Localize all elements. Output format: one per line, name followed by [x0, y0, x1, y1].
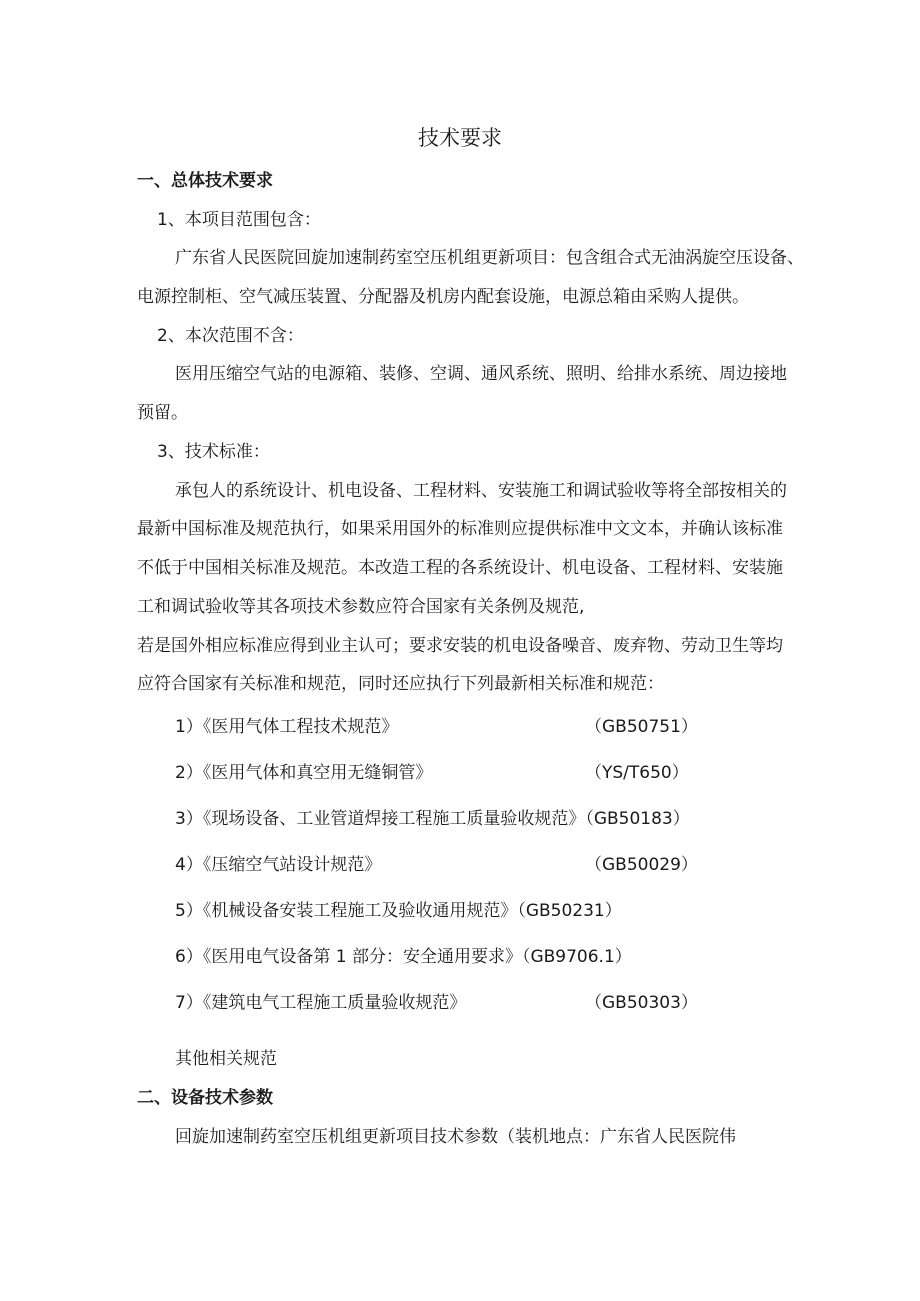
standard-name: 6）《医用电气设备第 1 部分：安全通用要求》 — [175, 947, 522, 967]
item-1-line: 电源控制柜、空气减压装置、分配器及机房内配套设施，电源总箱由采购人提供。 — [137, 287, 749, 307]
standard-code: （YS/T650） — [585, 763, 689, 783]
section-1-heading: 一、总体技术要求 — [137, 171, 273, 191]
item-1-line: 广东省人民医院回旋加速制药室空压机组更新项目：包含组合式无油涡旋空压设备、 — [175, 248, 804, 268]
item-3-line: 承包人的系统设计、机电设备、工程材料、安装施工和调试验收等将全部按相关的 — [175, 481, 787, 501]
item-3-line: 应符合国家有关标准和规范，同时还应执行下列最新相关标准和规范： — [137, 674, 664, 694]
item-2-label: 2、本次范围不含： — [157, 326, 304, 346]
standard-code: （GB50183） — [585, 809, 690, 829]
standard-item — [175, 850, 735, 875]
item-3-line: 不低于中国相关标准及规范。本改造工程的各系统设计、机电设备、工程材料、安装施 — [137, 558, 783, 578]
document-title: 技术要求 — [418, 126, 502, 150]
standard-item — [175, 804, 735, 829]
standard-code: （GB9706.1） — [521, 947, 632, 967]
standard-item — [175, 988, 735, 1013]
standard-code: （GB50303） — [585, 993, 698, 1013]
standard-code: （GB50231） — [517, 901, 622, 921]
standard-code: （GB50751） — [585, 717, 698, 737]
standard-item — [175, 942, 735, 967]
standard-code: （GB50029） — [585, 855, 698, 875]
standard-name: 7）《建筑电气工程施工质量验收规范》 — [175, 993, 467, 1013]
item-2-line: 医用压缩空气站的电源箱、装修、空调、通风系统、照明、给排水系统、周边接地 — [175, 364, 787, 384]
item-3-line: 工和调试验收等其各项技术参数应符合国家有关条例及规范, — [137, 597, 585, 617]
standard-item — [175, 758, 735, 783]
standard-item — [175, 896, 735, 921]
standard-item — [175, 712, 735, 737]
item-3-line: 最新中国标准及规范执行，如果采用国外的标准则应提供标准中文文本，并确认该标准 — [137, 519, 783, 539]
standard-name: 5）《机械设备安装工程施工及验收通用规范》 — [175, 901, 518, 921]
other-standards: 其他相关规范 — [175, 1049, 277, 1069]
section-2-line: 回旋加速制药室空压机组更新项目技术参数（装机地点：广东省人民医院伟 — [175, 1127, 736, 1147]
standard-name: 1）《医用气体工程技术规范》 — [175, 717, 399, 737]
standard-name: 2）《医用气体和真空用无缝铜管》 — [175, 763, 433, 783]
item-3-label: 3、技术标准： — [157, 442, 270, 462]
standard-name: 4）《压缩空气站设计规范》 — [175, 855, 382, 875]
standard-name: 3）《现场设备、工业管道焊接工程施工质量验收规范》 — [175, 809, 586, 829]
item-3-line: 若是国外相应标准应得到业主认可；要求安装的机电设备噪音、废弃物、劳动卫生等均 — [137, 636, 783, 656]
section-2-heading: 二、设备技术参数 — [137, 1088, 273, 1108]
item-2-line: 预留。 — [137, 403, 188, 423]
item-1-label: 1、本项目范围包含： — [157, 210, 321, 230]
